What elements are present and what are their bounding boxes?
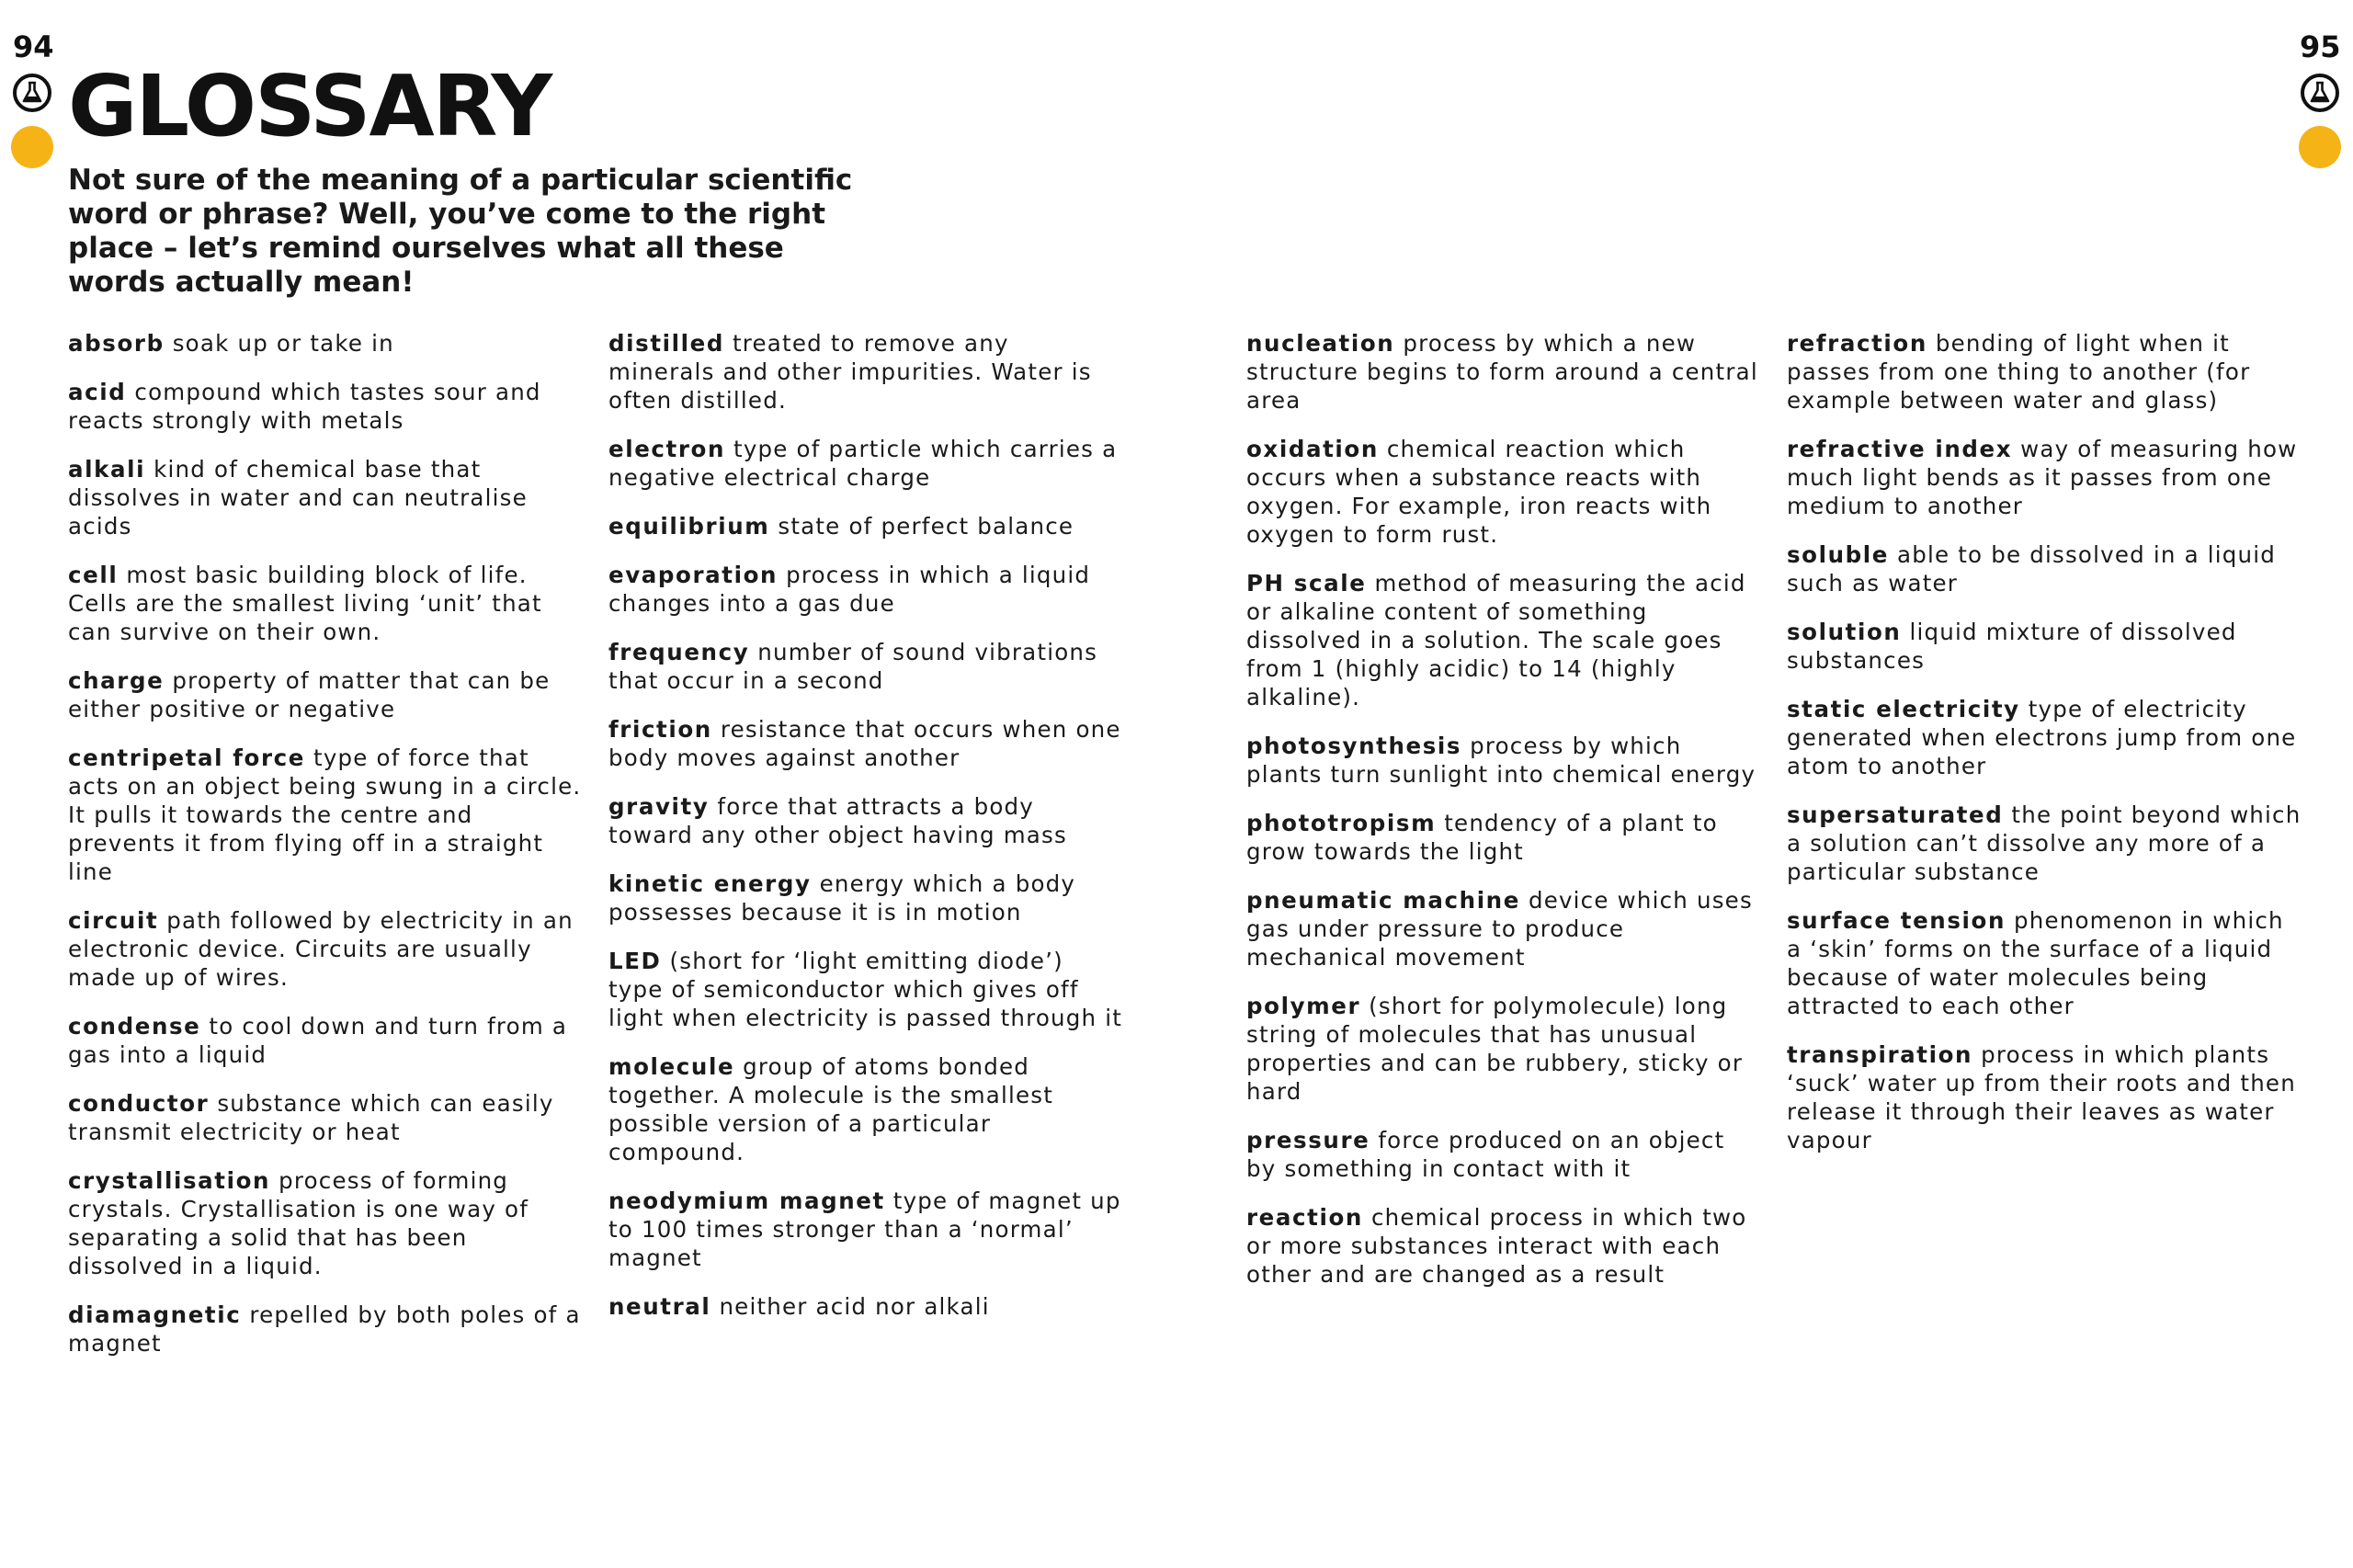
glossary-term: static electricity [1787, 696, 2020, 722]
glossary-definition: able to be dissolved in a liquid such as water [1787, 541, 2277, 597]
glossary-definition: neither acid nor alkali [719, 1293, 990, 1320]
glossary-definition: energy which a body possesses because it is in motion [608, 870, 1076, 926]
glossary-entry [1787, 329, 2302, 415]
glossary-term: electron [608, 436, 726, 462]
glossary-definition: type of electricity generated when electrons jump from one atom to another [1787, 696, 2297, 779]
glossary-entry [1246, 992, 1761, 1106]
flask-icon [13, 74, 51, 112]
flask-icon-glyph [2308, 81, 2332, 105]
glossary-entry [608, 512, 1123, 540]
glossary-term: molecule [608, 1053, 735, 1080]
glossary-definition: process of forming crystals. Crystallisation is one way of separating a solid that has been dissolved in a liquid. [68, 1167, 529, 1279]
glossary-entry [608, 435, 1123, 492]
glossary-term: pneumatic machine [1246, 887, 1520, 914]
glossary-term: reaction [1246, 1204, 1363, 1231]
glossary-entry [608, 715, 1123, 772]
glossary-entry [1246, 569, 1761, 711]
right-page-number: 95 [2300, 29, 2341, 64]
glossary-entry [608, 561, 1123, 618]
glossary-term: absorb [68, 330, 165, 357]
glossary-definition: liquid mixture of dissolved substances [1787, 619, 2237, 674]
glossary-entry [68, 561, 583, 646]
glossary-entry [608, 1187, 1123, 1272]
glossary-entry [68, 378, 583, 435]
glossary-term: supersaturated [1787, 801, 2004, 828]
glossary-definition: type of force that acts on an object being swung in a circle. It pulls it towards the centre and prevents it from flying off in a straight line [68, 744, 582, 885]
glossary-entry [68, 1089, 583, 1146]
glossary-definition: compound which tastes sour and reacts strongly with metals [68, 379, 541, 434]
glossary-term: transpiration [1787, 1041, 1973, 1068]
left-page-number: 94 [13, 29, 54, 64]
glossary-term: distilled [608, 330, 724, 357]
glossary-term: charge [68, 667, 165, 694]
glossary-definition: phenomenon in which a ‘skin’ forms on the surface of a liquid because of water molecules being attracted to each other [1787, 907, 2284, 1019]
glossary-column-2 [608, 329, 1123, 1341]
glossary-entry [1246, 886, 1761, 971]
glossary-column-3 [1246, 329, 1761, 1309]
glossary-term: soluble [1787, 541, 1890, 568]
glossary-definition: process in which a liquid changes into a gas due [608, 562, 1091, 617]
glossary-term: phototropism [1246, 810, 1437, 836]
glossary-entry [1246, 329, 1761, 415]
glossary-term: equilibrium [608, 513, 770, 540]
glossary-entry [68, 1301, 583, 1358]
glossary-definition: type of particle which carries a negative electrical charge [608, 436, 1118, 491]
glossary-term: PH scale [1246, 570, 1367, 597]
glossary-term: nucleation [1246, 330, 1395, 357]
glossary-definition: state of perfect balance [778, 513, 1074, 540]
glossary-term: frequency [608, 639, 750, 665]
glossary-term: condense [68, 1013, 201, 1040]
glossary-term: surface tension [1787, 907, 2006, 934]
glossary-definition: path followed by electricity in an electronic device. Circuits are usually made up of wires. [68, 907, 574, 991]
glossary-entry [68, 666, 583, 723]
glossary-definition: method of measuring the acid or alkaline content of something dissolved in a solution. The scale goes from 1 (highly acidic) to 14 (highly alkaline). [1246, 570, 1746, 710]
glossary-term: crystallisation [68, 1167, 271, 1194]
glossary-column-1 [68, 329, 583, 1378]
glossary-term: alkali [68, 456, 146, 483]
glossary-term: neutral [608, 1293, 711, 1320]
glossary-term: centripetal force [68, 744, 306, 771]
glossary-definition: (short for polymolecule) long string of molecules that has unusual properties and can be rubbery, sticky or hard [1246, 993, 1744, 1105]
glossary-entry [608, 947, 1123, 1032]
glossary-definition: treated to remove any minerals and other impurities. Water is often distilled. [608, 330, 1092, 414]
glossary-definition: the point beyond which a solution can’t dissolve any more of a particular substance [1787, 801, 2302, 885]
yellow-dot-icon [2299, 126, 2341, 168]
glossary-entry [1246, 435, 1761, 549]
glossary-entry [1246, 1126, 1761, 1183]
glossary-entry [68, 1012, 583, 1069]
glossary-term: cell [68, 562, 119, 588]
glossary-entry [1246, 732, 1761, 789]
glossary-definition: process by which plants turn sunlight into chemical energy [1246, 733, 1756, 788]
glossary-definition: process in which plants ‘suck’ water up from their roots and then release it through their leaves as water vapour [1787, 1041, 2296, 1153]
intro-text: Not sure of the meaning of a particular scientific word or phrase? Well, you’ve come to the right place – let’s remind ourselves what all these words actually mean! [68, 164, 853, 299]
glossary-definition: process by which a new structure begins to form around a central area [1246, 330, 1758, 414]
glossary-definition: group of atoms bonded together. A molecule is the smallest possible version of a particular compound. [608, 1053, 1054, 1165]
glossary-term: refraction [1787, 330, 1927, 357]
glossary-definition: force that attracts a body toward any other object having mass [608, 793, 1067, 848]
glossary-definition: device which uses gas under pressure to produce mechanical movement [1246, 887, 1753, 971]
glossary-definition: number of sound vibrations that occur in a second [608, 639, 1098, 694]
glossary-definition: chemical reaction which occurs when a substance reacts with oxygen. For example, iron reacts with oxygen to form rust. [1246, 436, 1712, 548]
glossary-term: evaporation [608, 562, 779, 588]
glossary-definition: substance which can easily transmit electricity or heat [68, 1090, 554, 1145]
flask-icon-glyph [20, 81, 44, 105]
glossary-entry [1246, 1203, 1761, 1289]
glossary-definition: force produced on an object by something in contact with it [1246, 1127, 1725, 1182]
glossary-entry [608, 1052, 1123, 1166]
glossary-definition: kind of chemical base that dissolves in water and can neutralise acids [68, 456, 528, 540]
glossary-entry [1787, 435, 2302, 520]
glossary-entry [68, 329, 583, 358]
glossary-term: pressure [1246, 1127, 1370, 1153]
glossary-term: friction [608, 716, 712, 743]
glossary-definition: type of magnet up to 100 times stronger than a ‘normal’ magnet [608, 1187, 1121, 1271]
glossary-definition: (short for ‘light emitting diode’) type of semiconductor which gives off light when electricity is passed through it [608, 948, 1123, 1031]
glossary-term: conductor [68, 1090, 210, 1117]
glossary-entry [1787, 695, 2302, 780]
glossary-entry [1787, 540, 2302, 597]
glossary-definition: resistance that occurs when one body moves against another [608, 716, 1121, 771]
flask-icon [2301, 74, 2339, 112]
glossary-entry [68, 906, 583, 992]
glossary-entry [608, 869, 1123, 926]
glossary-entry [1787, 801, 2302, 886]
page-title: GLOSSARY [68, 57, 551, 155]
glossary-term: gravity [608, 793, 710, 820]
glossary-entry [1787, 618, 2302, 675]
glossary-entry [608, 1292, 1123, 1321]
glossary-definition: way of measuring how much light bends as it passes from one medium to another [1787, 436, 2298, 519]
glossary-term: solution [1787, 619, 1902, 645]
glossary-definition: property of matter that can be either positive or negative [68, 667, 551, 722]
glossary-term: LED [608, 948, 662, 974]
glossary-entry [68, 455, 583, 540]
glossary-definition: to cool down and turn from a gas into a liquid [68, 1013, 568, 1068]
glossary-column-4 [1787, 329, 2302, 1175]
glossary-term: neodymium magnet [608, 1187, 885, 1214]
glossary-term: diamagnetic [68, 1301, 242, 1328]
glossary-entry [608, 638, 1123, 695]
glossary-term: photosynthesis [1246, 733, 1462, 759]
glossary-definition: bending of light when it passes from one thing to another (for example between water and glass) [1787, 330, 2251, 414]
glossary-entry [608, 792, 1123, 849]
glossary-entry [1787, 1040, 2302, 1154]
glossary-entry [68, 744, 583, 886]
glossary-term: polymer [1246, 993, 1361, 1019]
glossary-definition: tendency of a plant to grow towards the light [1246, 810, 1718, 865]
glossary-definition: most basic building block of life. Cells are the smallest living ‘unit’ that can survive on their own. [68, 562, 542, 645]
glossary-term: refractive index [1787, 436, 2013, 462]
glossary-term: kinetic energy [608, 870, 812, 897]
glossary-entry [1787, 906, 2302, 1020]
glossary-definition: chemical process in which two or more substances interact with each other and are changed as a result [1246, 1204, 1747, 1288]
glossary-definition: repelled by both poles of a magnet [68, 1301, 581, 1357]
glossary-definition: soak up or take in [172, 330, 394, 357]
glossary-entry [1246, 809, 1761, 866]
glossary-entry [68, 1166, 583, 1280]
glossary-term: acid [68, 379, 127, 405]
glossary-term: circuit [68, 907, 159, 934]
glossary-entry [608, 329, 1123, 415]
yellow-dot-icon [11, 126, 53, 168]
glossary-term: oxidation [1246, 436, 1379, 462]
